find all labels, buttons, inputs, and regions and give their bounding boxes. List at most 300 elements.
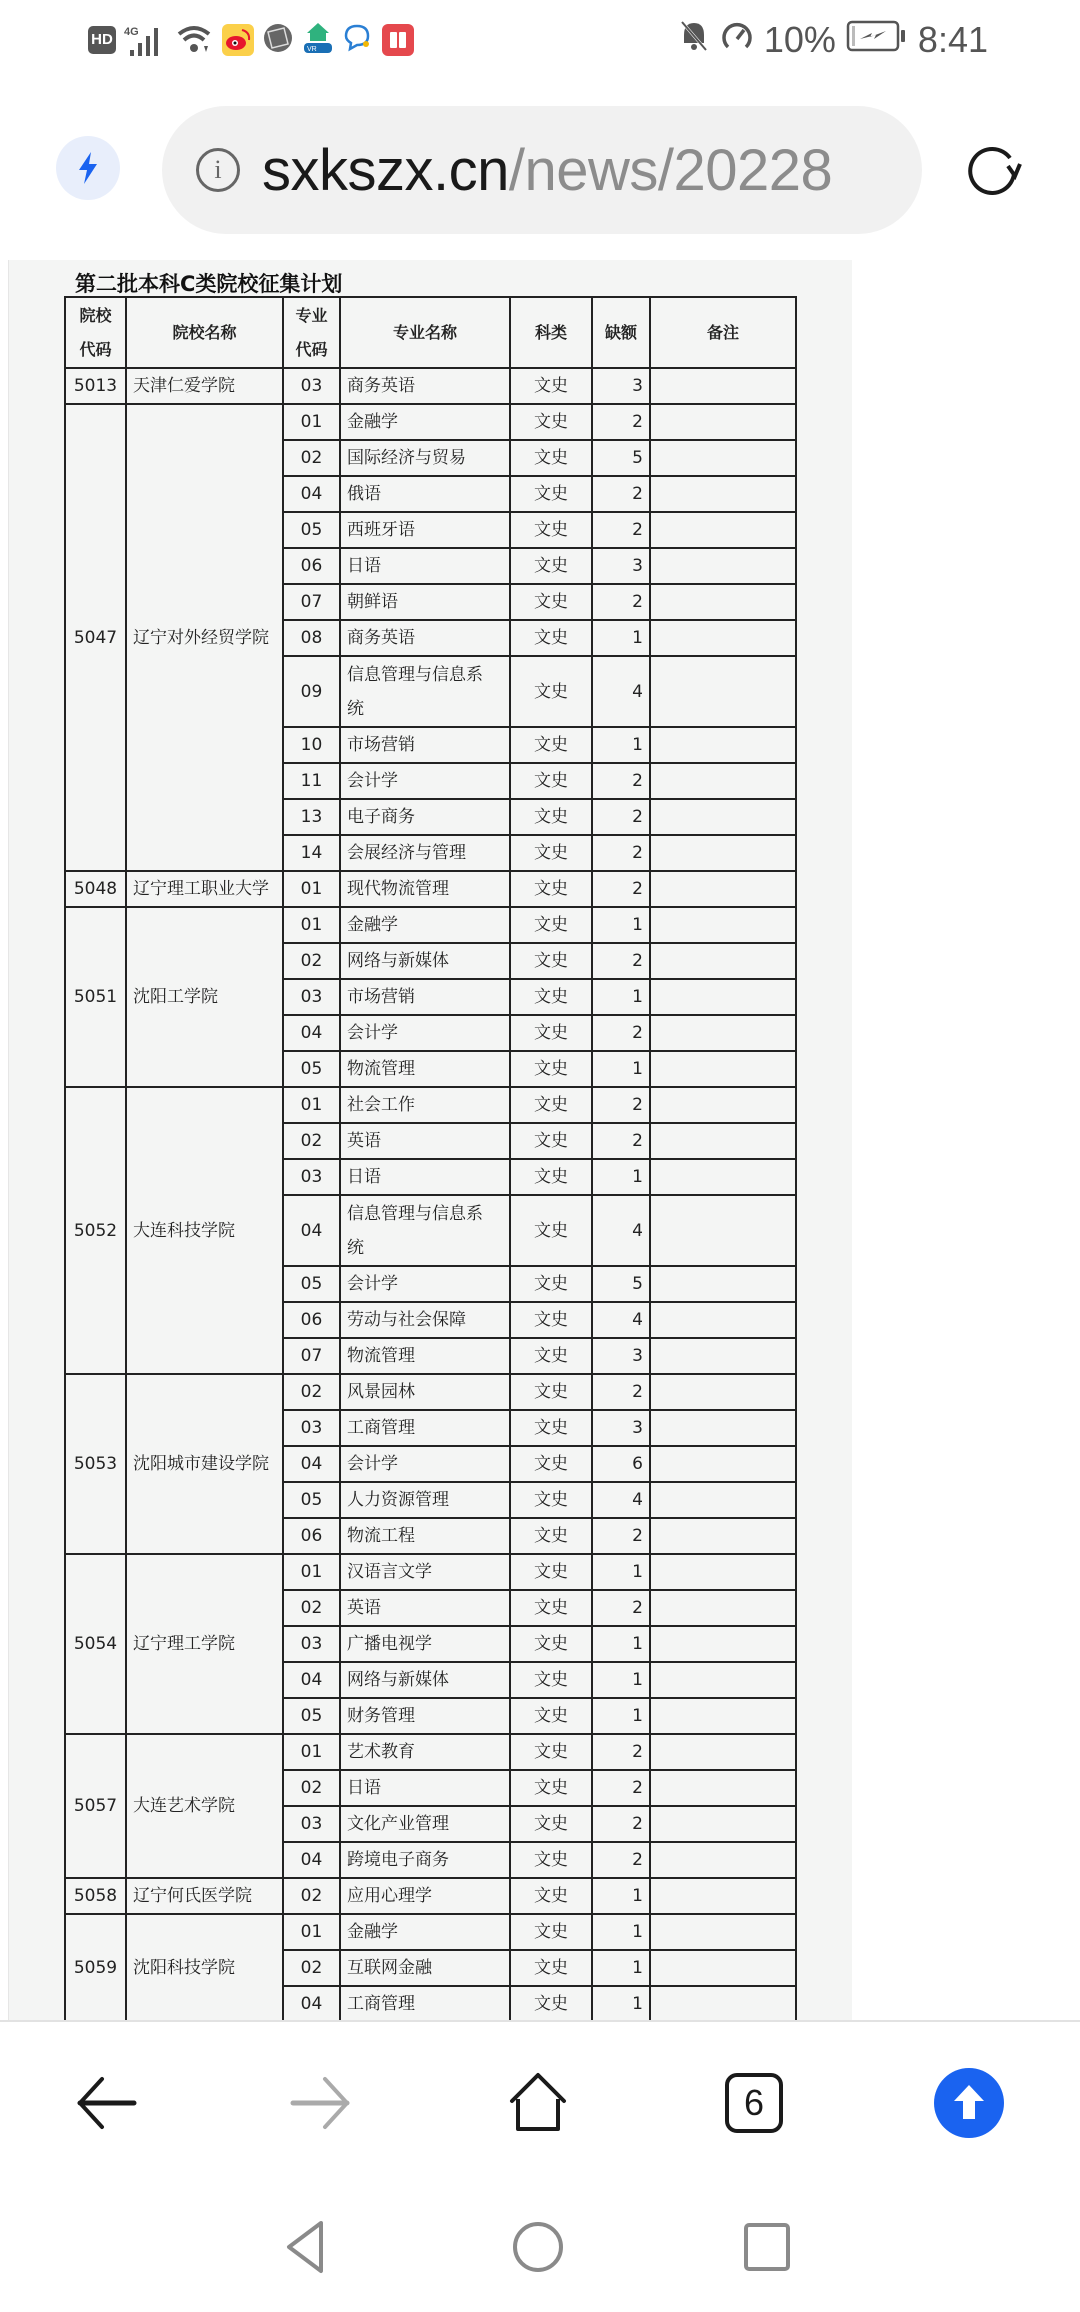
browser-toolbar xyxy=(0,2022,1080,2182)
major-name-cell: 西班牙语 xyxy=(340,512,510,548)
vacancy-cell: 4 xyxy=(592,1482,650,1518)
vacancy-cell: 1 xyxy=(592,1554,650,1590)
major-name-cell: 日语 xyxy=(340,548,510,584)
url-text[interactable] xyxy=(262,137,832,204)
category-cell: 文史 xyxy=(510,1806,592,1842)
major-code-cell: 13 xyxy=(283,799,340,835)
major-code-cell: 03 xyxy=(283,1410,340,1446)
major-name-cell: 人力资源管理 xyxy=(340,1482,510,1518)
nav-home-icon xyxy=(510,2219,566,2275)
remarks-cell xyxy=(650,1051,796,1087)
remarks-cell xyxy=(650,1159,796,1195)
major-code-cell: 04 xyxy=(283,1015,340,1051)
major-name-cell: 朝鲜语 xyxy=(340,584,510,620)
quick-action-button[interactable] xyxy=(56,136,120,200)
admission-plan-table xyxy=(64,296,797,2020)
table-row xyxy=(65,368,796,404)
vacancy-cell: 1 xyxy=(592,1159,650,1195)
category-cell: 文史 xyxy=(510,1590,592,1626)
header-major-code: 专业 代码 xyxy=(283,297,340,368)
vacancy-cell: 2 xyxy=(592,1590,650,1626)
category-cell: 文史 xyxy=(510,404,592,440)
remarks-cell xyxy=(650,476,796,512)
major-code-cell: 14 xyxy=(283,835,340,871)
major-code-cell: 02 xyxy=(283,943,340,979)
remarks-cell xyxy=(650,1410,796,1446)
category-cell: 文史 xyxy=(510,1446,592,1482)
status-right-icons xyxy=(678,18,988,62)
home-icon xyxy=(506,2071,570,2135)
school-code-cell: 5052 xyxy=(65,1087,126,1374)
browser-globe-icon xyxy=(262,22,294,58)
category-cell: 文史 xyxy=(510,1338,592,1374)
vacancy-cell: 1 xyxy=(592,727,650,763)
remarks-cell xyxy=(650,1806,796,1842)
major-code-cell: 01 xyxy=(283,404,340,440)
major-name-cell: 信息管理与信息系 统 xyxy=(340,656,510,727)
table-header-row xyxy=(65,297,796,368)
category-cell: 文史 xyxy=(510,727,592,763)
table-row xyxy=(65,1734,796,1770)
category-cell: 文史 xyxy=(510,763,592,799)
table-row xyxy=(65,1914,796,1950)
remarks-cell xyxy=(650,1015,796,1051)
vacancy-cell: 4 xyxy=(592,656,650,727)
vacancy-cell: 1 xyxy=(592,1626,650,1662)
system-home-button[interactable] xyxy=(503,2212,573,2282)
remarks-cell xyxy=(650,1123,796,1159)
wifi-icon xyxy=(176,22,214,58)
system-back-button[interactable] xyxy=(271,2212,341,2282)
remarks-cell xyxy=(650,979,796,1015)
category-cell: 文史 xyxy=(510,512,592,548)
vacancy-cell: 1 xyxy=(592,1950,650,1986)
lightning-bolt-icon xyxy=(74,150,102,186)
major-name-cell: 商务英语 xyxy=(340,620,510,656)
category-cell: 文史 xyxy=(510,476,592,512)
major-name-cell: 财务管理 xyxy=(340,1698,510,1734)
major-name-cell: 电子商务 xyxy=(340,799,510,835)
url-host: sxkszx.cn xyxy=(262,137,509,203)
vacancy-cell: 2 xyxy=(592,404,650,440)
major-code-cell: 03 xyxy=(283,1159,340,1195)
vacancy-cell: 1 xyxy=(592,1914,650,1950)
vacancy-cell: 2 xyxy=(592,476,650,512)
remarks-cell xyxy=(650,1878,796,1914)
major-code-cell: 01 xyxy=(283,907,340,943)
vacancy-cell: 1 xyxy=(592,1662,650,1698)
major-name-cell: 网络与新媒体 xyxy=(340,943,510,979)
table-row xyxy=(65,404,796,440)
category-cell: 文史 xyxy=(510,1302,592,1338)
major-name-cell: 金融学 xyxy=(340,404,510,440)
major-name-cell: 英语 xyxy=(340,1590,510,1626)
remarks-cell xyxy=(650,1374,796,1410)
weibo-app-icon xyxy=(222,24,254,56)
category-cell: 文史 xyxy=(510,979,592,1015)
major-name-cell: 日语 xyxy=(340,1159,510,1195)
chat-bubble-icon xyxy=(342,22,374,58)
vacancy-cell: 3 xyxy=(592,368,650,404)
category-cell: 文史 xyxy=(510,584,592,620)
major-code-cell: 11 xyxy=(283,763,340,799)
major-name-cell: 金融学 xyxy=(340,1914,510,1950)
major-code-cell: 01 xyxy=(283,1914,340,1950)
vacancy-cell: 2 xyxy=(592,871,650,907)
category-cell: 文史 xyxy=(510,1626,592,1662)
major-code-cell: 04 xyxy=(283,1195,340,1266)
remarks-cell xyxy=(650,368,796,404)
category-cell: 文史 xyxy=(510,1374,592,1410)
table-row xyxy=(65,907,796,943)
major-code-cell: 08 xyxy=(283,620,340,656)
major-code-cell: 04 xyxy=(283,1662,340,1698)
school-name-cell: 辽宁何氏医学院 xyxy=(126,1878,283,1914)
category-cell: 文史 xyxy=(510,1770,592,1806)
major-code-cell: 04 xyxy=(283,1986,340,2020)
school-code-cell: 5013 xyxy=(65,368,126,404)
vacancy-cell: 2 xyxy=(592,943,650,979)
vacancy-cell: 1 xyxy=(592,1051,650,1087)
svg-text:VR: VR xyxy=(307,46,317,53)
vacancy-cell: 2 xyxy=(592,763,650,799)
category-cell: 文史 xyxy=(510,1878,592,1914)
major-name-cell: 英语 xyxy=(340,1123,510,1159)
major-code-cell: 05 xyxy=(283,512,340,548)
table-row xyxy=(65,1087,796,1123)
category-cell: 文史 xyxy=(510,1518,592,1554)
school-name-cell: 沈阳科技学院 xyxy=(126,1914,283,2020)
vacancy-cell: 2 xyxy=(592,1123,650,1159)
category-cell: 文史 xyxy=(510,907,592,943)
remarks-cell xyxy=(650,404,796,440)
category-cell: 文史 xyxy=(510,656,592,727)
major-code-cell: 02 xyxy=(283,1590,340,1626)
back-button[interactable] xyxy=(66,2063,146,2143)
vr-house-app-icon xyxy=(302,21,334,59)
remarks-cell xyxy=(650,1087,796,1123)
remarks-cell xyxy=(650,1842,796,1878)
school-name-cell: 大连艺术学院 xyxy=(126,1734,283,1878)
scroll-to-top-button[interactable] xyxy=(929,2063,1009,2143)
category-cell: 文史 xyxy=(510,620,592,656)
status-bar xyxy=(0,0,1080,80)
vacancy-cell: 1 xyxy=(592,1986,650,2020)
remarks-cell xyxy=(650,1626,796,1662)
school-name-cell: 辽宁理工职业大学 xyxy=(126,871,283,907)
major-code-cell: 01 xyxy=(283,1554,340,1590)
major-code-cell: 04 xyxy=(283,1842,340,1878)
school-code-cell: 5051 xyxy=(65,907,126,1087)
major-name-cell: 互联网金融 xyxy=(340,1950,510,1986)
school-name-cell: 沈阳工学院 xyxy=(126,907,283,1087)
vacancy-cell: 2 xyxy=(592,584,650,620)
remarks-cell xyxy=(650,512,796,548)
vacancy-cell: 4 xyxy=(592,1302,650,1338)
major-name-cell: 国际经济与贸易 xyxy=(340,440,510,476)
category-cell: 文史 xyxy=(510,1087,592,1123)
forward-button[interactable] xyxy=(281,2063,361,2143)
mute-bell-icon xyxy=(678,19,710,62)
vacancy-cell: 5 xyxy=(592,1266,650,1302)
major-code-cell: 02 xyxy=(283,1374,340,1410)
category-cell: 文史 xyxy=(510,1015,592,1051)
major-code-cell: 04 xyxy=(283,1446,340,1482)
vacancy-cell: 2 xyxy=(592,1374,650,1410)
hd-icon: HD xyxy=(88,26,116,54)
major-code-cell: 01 xyxy=(283,1734,340,1770)
major-name-cell: 网络与新媒体 xyxy=(340,1662,510,1698)
major-code-cell: 01 xyxy=(283,871,340,907)
category-cell: 文史 xyxy=(510,943,592,979)
school-name-cell: 大连科技学院 xyxy=(126,1087,283,1374)
major-name-cell: 日语 xyxy=(340,1770,510,1806)
table-row xyxy=(65,871,796,907)
major-code-cell: 07 xyxy=(283,1338,340,1374)
major-name-cell: 跨境电子商务 xyxy=(340,1842,510,1878)
system-recents-button[interactable] xyxy=(732,2212,802,2282)
major-code-cell: 05 xyxy=(283,1698,340,1734)
remarks-cell xyxy=(650,1446,796,1482)
remarks-cell xyxy=(650,1914,796,1950)
clock-time: 8:41 xyxy=(917,19,988,60)
vacancy-cell: 2 xyxy=(592,1806,650,1842)
category-cell: 文史 xyxy=(510,799,592,835)
category-cell: 文史 xyxy=(510,1554,592,1590)
vacancy-cell: 2 xyxy=(592,1842,650,1878)
vacancy-cell: 2 xyxy=(592,1015,650,1051)
major-name-cell: 现代物流管理 xyxy=(340,871,510,907)
major-code-cell: 03 xyxy=(283,1806,340,1842)
remarks-cell xyxy=(650,799,796,835)
table-row xyxy=(65,1374,796,1410)
header-school-code: 院校 代码 xyxy=(65,297,126,368)
major-code-cell: 02 xyxy=(283,1123,340,1159)
major-name-cell: 会计学 xyxy=(340,1446,510,1482)
battery-charging-icon xyxy=(846,19,908,62)
vacancy-cell: 2 xyxy=(592,512,650,548)
category-cell: 文史 xyxy=(510,1410,592,1446)
vacancy-cell: 2 xyxy=(592,835,650,871)
major-code-cell: 02 xyxy=(283,1878,340,1914)
vacancy-cell: 4 xyxy=(592,1195,650,1266)
category-cell: 文史 xyxy=(510,871,592,907)
major-name-cell: 会计学 xyxy=(340,1015,510,1051)
major-code-cell: 07 xyxy=(283,584,340,620)
cellular-signal-icon xyxy=(124,24,168,56)
school-code-cell: 5059 xyxy=(65,1914,126,2020)
address-bar[interactable] xyxy=(162,106,922,234)
remarks-cell xyxy=(650,1950,796,1986)
remarks-cell xyxy=(650,1195,796,1266)
vacancy-cell: 2 xyxy=(592,1518,650,1554)
status-left-icons xyxy=(88,22,414,58)
category-cell: 文史 xyxy=(510,1842,592,1878)
major-name-cell: 应用心理学 xyxy=(340,1878,510,1914)
vacancy-cell: 6 xyxy=(592,1446,650,1482)
remarks-cell xyxy=(650,1554,796,1590)
major-code-cell: 05 xyxy=(283,1482,340,1518)
major-code-cell: 09 xyxy=(283,656,340,727)
major-name-cell: 社会工作 xyxy=(340,1087,510,1123)
major-name-cell: 汉语言文学 xyxy=(340,1554,510,1590)
major-name-cell: 劳动与社会保障 xyxy=(340,1302,510,1338)
major-code-cell: 05 xyxy=(283,1266,340,1302)
web-content[interactable] xyxy=(0,250,1080,2020)
remarks-cell xyxy=(650,1986,796,2020)
school-code-cell: 5053 xyxy=(65,1374,126,1554)
vacancy-cell: 2 xyxy=(592,1734,650,1770)
site-info-icon[interactable]: i xyxy=(196,148,240,192)
tabs-button[interactable] xyxy=(714,2063,794,2143)
major-name-cell: 艺术教育 xyxy=(340,1734,510,1770)
category-cell: 文史 xyxy=(510,1662,592,1698)
vacancy-cell: 1 xyxy=(592,1878,650,1914)
remarks-cell xyxy=(650,440,796,476)
major-name-cell: 会计学 xyxy=(340,763,510,799)
major-code-cell: 10 xyxy=(283,727,340,763)
remarks-cell xyxy=(650,907,796,943)
category-cell: 文史 xyxy=(510,1159,592,1195)
major-code-cell: 06 xyxy=(283,1518,340,1554)
remarks-cell xyxy=(650,1518,796,1554)
home-button[interactable] xyxy=(498,2063,578,2143)
major-name-cell: 广播电视学 xyxy=(340,1626,510,1662)
major-name-cell: 市场营销 xyxy=(340,979,510,1015)
school-code-cell: 5054 xyxy=(65,1554,126,1734)
remarks-cell xyxy=(650,656,796,727)
nav-back-icon xyxy=(281,2219,331,2275)
remarks-cell xyxy=(650,1302,796,1338)
remarks-cell xyxy=(650,1770,796,1806)
major-code-cell: 02 xyxy=(283,440,340,476)
remarks-cell xyxy=(650,871,796,907)
header-school-name: 院校名称 xyxy=(126,297,283,368)
vacancy-cell: 1 xyxy=(592,1698,650,1734)
page-title: 第二批本科C类院校征集计划 xyxy=(75,272,343,296)
table-row xyxy=(65,1878,796,1914)
category-cell: 文史 xyxy=(510,1051,592,1087)
remarks-cell xyxy=(650,943,796,979)
vacancy-cell: 1 xyxy=(592,620,650,656)
major-name-cell: 物流管理 xyxy=(340,1338,510,1374)
category-cell: 文史 xyxy=(510,368,592,404)
category-cell: 文史 xyxy=(510,1950,592,1986)
vacancy-cell: 5 xyxy=(592,440,650,476)
school-name-cell: 辽宁理工学院 xyxy=(126,1554,283,1734)
remarks-cell xyxy=(650,1662,796,1698)
school-code-cell: 5057 xyxy=(65,1734,126,1878)
header-category: 科类 xyxy=(510,297,592,368)
category-cell: 文史 xyxy=(510,440,592,476)
major-name-cell: 金融学 xyxy=(340,907,510,943)
major-name-cell: 会展经济与管理 xyxy=(340,835,510,871)
category-cell: 文史 xyxy=(510,548,592,584)
major-name-cell: 文化产业管理 xyxy=(340,1806,510,1842)
category-cell: 文史 xyxy=(510,1914,592,1950)
major-name-cell: 物流管理 xyxy=(340,1051,510,1087)
system-navigation-bar xyxy=(0,2182,1080,2312)
major-name-cell: 物流工程 xyxy=(340,1518,510,1554)
tab-count: 6 xyxy=(725,2073,783,2133)
vacancy-cell: 1 xyxy=(592,907,650,943)
remarks-cell xyxy=(650,1698,796,1734)
vacancy-cell: 3 xyxy=(592,1410,650,1446)
major-code-cell: 05 xyxy=(283,1051,340,1087)
red-book-app-icon xyxy=(382,24,414,56)
vacancy-cell: 1 xyxy=(592,979,650,1015)
remarks-cell xyxy=(650,763,796,799)
remarks-cell xyxy=(650,1482,796,1518)
school-name-cell: 辽宁对外经贸学院 xyxy=(126,404,283,871)
remarks-cell xyxy=(650,1590,796,1626)
major-code-cell: 03 xyxy=(283,1626,340,1662)
header-major-name: 专业名称 xyxy=(340,297,510,368)
category-cell: 文史 xyxy=(510,1123,592,1159)
school-code-cell: 5058 xyxy=(65,1878,126,1914)
remarks-cell xyxy=(650,1338,796,1374)
school-code-cell: 5047 xyxy=(65,404,126,871)
vacancy-cell: 3 xyxy=(592,1338,650,1374)
header-vacancy: 缺额 xyxy=(592,297,650,368)
remarks-cell xyxy=(650,835,796,871)
major-name-cell: 市场营销 xyxy=(340,727,510,763)
category-cell: 文史 xyxy=(510,1482,592,1518)
reload-button[interactable] xyxy=(960,138,1024,202)
remarks-cell xyxy=(650,1266,796,1302)
forward-arrow-icon xyxy=(289,2073,353,2133)
category-cell: 文史 xyxy=(510,835,592,871)
category-cell: 文史 xyxy=(510,1734,592,1770)
remarks-cell xyxy=(650,548,796,584)
remarks-cell xyxy=(650,620,796,656)
school-name-cell: 沈阳城市建设学院 xyxy=(126,1374,283,1554)
header-remarks: 备注 xyxy=(650,297,796,368)
school-code-cell: 5048 xyxy=(65,871,126,907)
school-name-cell: 天津仁爱学院 xyxy=(126,368,283,404)
table-row xyxy=(65,1554,796,1590)
back-arrow-icon xyxy=(74,2073,138,2133)
major-name-cell: 商务英语 xyxy=(340,368,510,404)
category-cell: 文史 xyxy=(510,1698,592,1734)
major-code-cell: 04 xyxy=(283,476,340,512)
vacancy-cell: 3 xyxy=(592,548,650,584)
category-cell: 文史 xyxy=(510,1266,592,1302)
major-code-cell: 06 xyxy=(283,1302,340,1338)
vacancy-cell: 2 xyxy=(592,1770,650,1806)
vacancy-cell: 2 xyxy=(592,799,650,835)
major-name-cell: 风景园林 xyxy=(340,1374,510,1410)
url-path: /news/20228 xyxy=(508,137,833,203)
major-name-cell: 工商管理 xyxy=(340,1986,510,2020)
remarks-cell xyxy=(650,584,796,620)
major-code-cell: 01 xyxy=(283,1087,340,1123)
category-cell: 文史 xyxy=(510,1195,592,1266)
nav-recents-icon xyxy=(742,2221,792,2273)
major-name-cell: 会计学 xyxy=(340,1266,510,1302)
major-code-cell: 06 xyxy=(283,548,340,584)
category-cell: 文史 xyxy=(510,1986,592,2020)
major-code-cell: 03 xyxy=(283,979,340,1015)
major-code-cell: 02 xyxy=(283,1950,340,1986)
remarks-cell xyxy=(650,727,796,763)
battery-percent: 10% xyxy=(763,19,836,60)
vacancy-cell: 2 xyxy=(592,1087,650,1123)
major-name-cell: 工商管理 xyxy=(340,1410,510,1446)
major-name-cell: 信息管理与信息系 统 xyxy=(340,1195,510,1266)
major-name-cell: 俄语 xyxy=(340,476,510,512)
major-code-cell: 02 xyxy=(283,1770,340,1806)
